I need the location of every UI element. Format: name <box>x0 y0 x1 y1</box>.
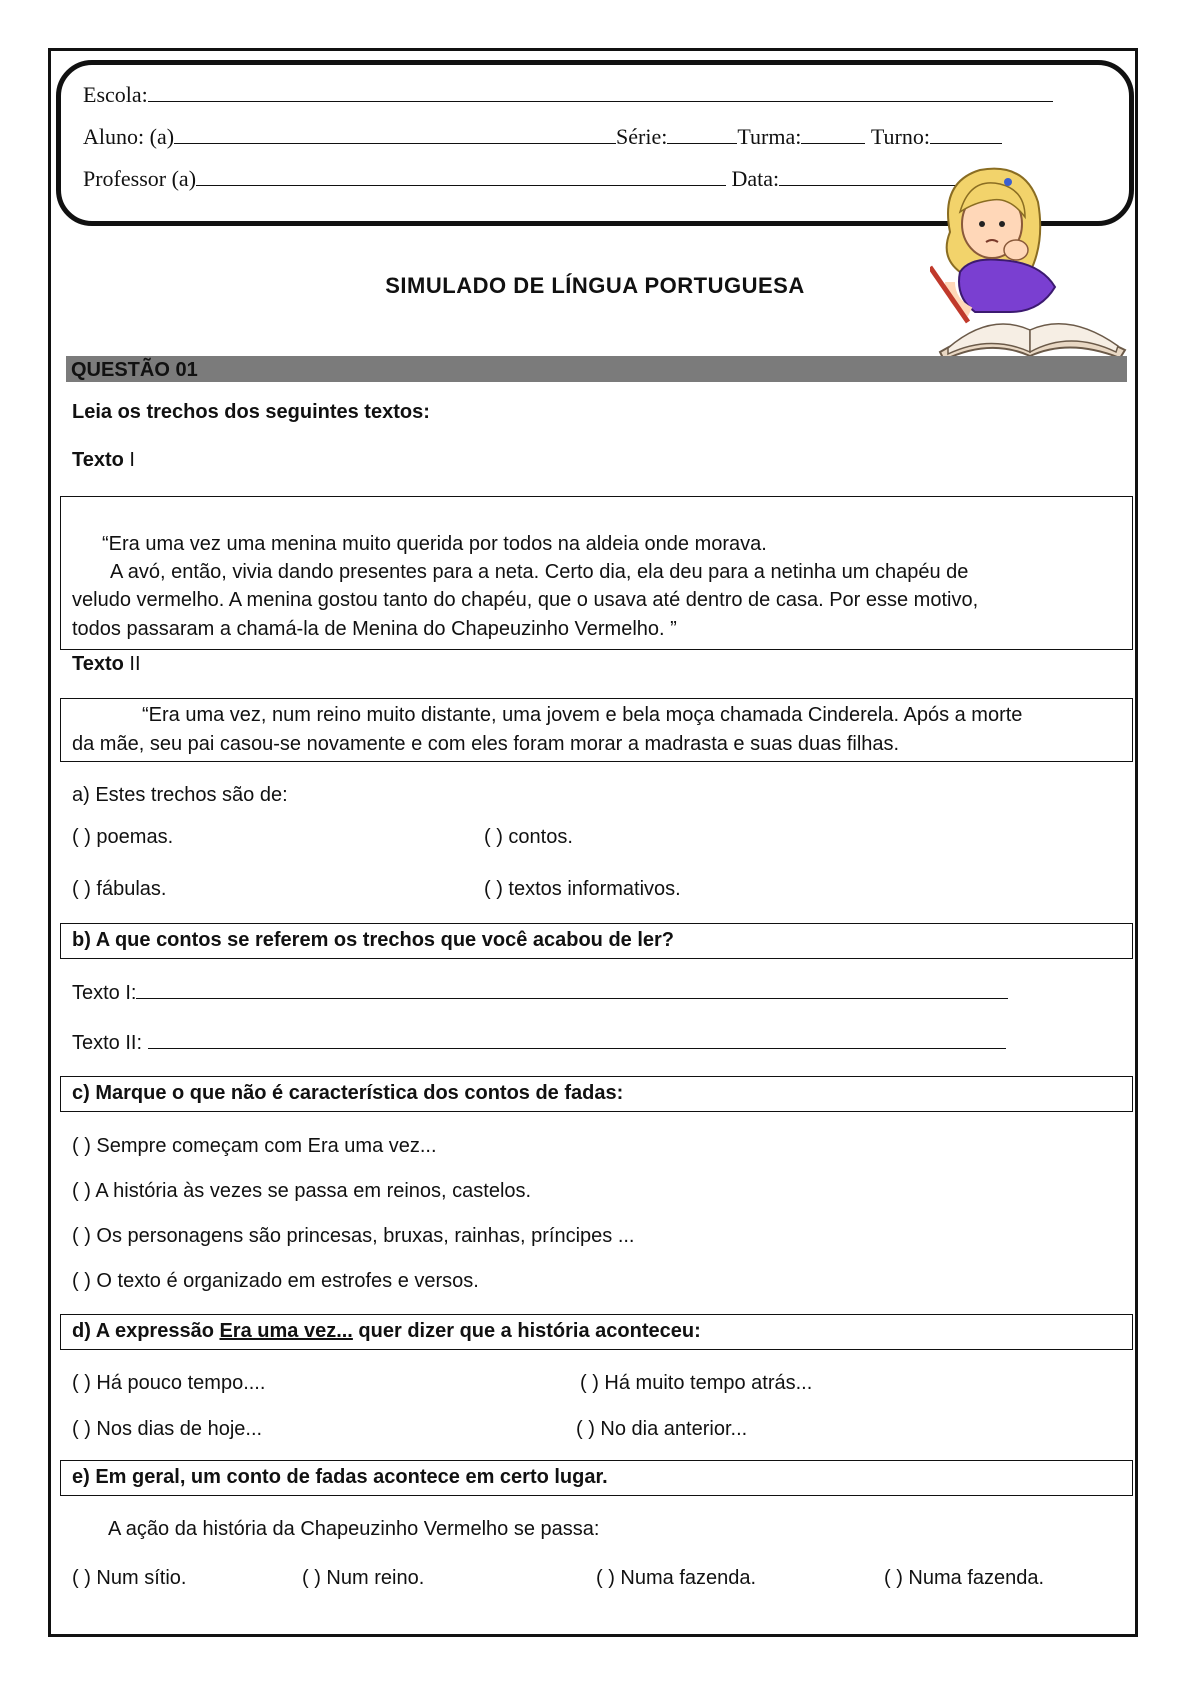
class-field[interactable] <box>801 125 865 144</box>
page-title: SIMULADO DE LÍNGUA PORTUGUESA <box>385 273 805 298</box>
item-d-prompt-underline: Era uma vez... <box>219 1320 353 1342</box>
item-b-text2-label: Texto II: <box>72 1032 143 1054</box>
school-label: Escola: <box>83 82 148 107</box>
item-e-option[interactable]: ( ) Numa fazenda. <box>884 1567 1045 1589</box>
shift-field[interactable] <box>930 125 1002 144</box>
item-c-option[interactable]: ( ) Os personagens são princesas, bruxas, rainhas, príncipes ... <box>72 1225 635 1247</box>
teacher-label: Professor (a) <box>83 166 197 191</box>
item-e-prompt: e) Em geral, um conto de fadas acontece em certo lugar. <box>72 1466 608 1488</box>
text1-line: A avó, então, vivia dando presentes para a neta. Certo dia, ela deu para a netinha um chapéu de <box>110 561 969 583</box>
item-d-prompt-end: quer dizer que a história aconteceu: <box>352 1320 701 1342</box>
school-field[interactable] <box>148 83 1053 102</box>
item-b-text2-row <box>72 1030 1006 1055</box>
student-row <box>83 124 1002 150</box>
text1-heading <box>72 448 135 472</box>
teacher-row <box>83 166 979 192</box>
item-b-prompt: b) A que contos se referem os trechos que você acabou de ler? <box>72 929 675 951</box>
shift-label: Turno: <box>870 124 930 149</box>
item-c-option[interactable]: ( ) Sempre começam com Era uma vez... <box>72 1135 437 1157</box>
item-b-text2-answer[interactable] <box>148 1030 1006 1049</box>
item-e-option[interactable]: ( ) Num sítio. <box>72 1567 187 1589</box>
class-label: Turma: <box>737 124 802 149</box>
text1-line: “Era uma vez uma menina muito querida por todos na aldeia onde morava. <box>102 533 767 555</box>
item-a-option-fabulas[interactable]: ( ) fábulas. <box>72 878 167 900</box>
item-c-prompt: c) Marque o que não é característica dos contos de fadas: <box>72 1082 624 1104</box>
item-d-option[interactable]: ( ) Nos dias de hoje... <box>72 1418 263 1440</box>
item-e-sub: A ação da história da Chapeuzinho Vermelho se passa: <box>108 1518 600 1540</box>
date-label: Data: <box>731 166 780 191</box>
text2-line: da mãe, seu pai casou-se novamente e com eles foram morar a madrasta e suas duas filhas. <box>72 733 900 755</box>
grade-field[interactable] <box>667 125 737 144</box>
text1-numeral: I <box>129 449 135 471</box>
item-e-option[interactable]: ( ) Num reino. <box>302 1567 425 1589</box>
item-a-option-poemas[interactable]: ( ) poemas. <box>72 826 174 848</box>
school-row <box>83 82 1053 108</box>
item-b-text1-row <box>72 980 1008 1005</box>
item-d-option[interactable]: ( ) No dia anterior... <box>576 1418 748 1440</box>
item-a-prompt: a) Estes trechos são de: <box>72 784 288 806</box>
item-d-option[interactable]: ( ) Há muito tempo atrás... <box>580 1372 813 1394</box>
text2-numeral: II <box>129 653 141 675</box>
item-c-option[interactable]: ( ) A história às vezes se passa em reinos, castelos. <box>72 1180 532 1202</box>
text2-line: “Era uma vez, num reino muito distante, uma jovem e bela moça chamada Cinderela. Após a morte <box>142 704 1023 726</box>
item-e-option[interactable]: ( ) Numa fazenda. <box>596 1567 757 1589</box>
text1-line: veludo vermelho. A menina gostou tanto do chapéu, que o usava até dentro de casa. Por esse motivo, <box>72 589 979 611</box>
text2-label: Texto <box>72 653 124 675</box>
item-b-text1-label: Texto I: <box>72 982 137 1004</box>
student-field[interactable] <box>174 125 616 144</box>
text1-line: todos passaram a chamá-la de Menina do Chapeuzinho Vermelho. ” <box>72 618 677 640</box>
teacher-field[interactable] <box>196 167 726 186</box>
grade-label: Série: <box>616 124 668 149</box>
question-label-bar: QUESTÃO 01 <box>66 356 1127 382</box>
item-d-prompt-start: d) A expressão <box>72 1320 220 1342</box>
text2-heading <box>72 652 141 676</box>
item-d-option[interactable]: ( ) Há pouco tempo.... <box>72 1372 266 1394</box>
girl-writing-illustration <box>930 162 1130 362</box>
item-d-prompt <box>72 1319 701 1343</box>
item-c-option[interactable]: ( ) O texto é organizado em estrofes e versos. <box>72 1270 479 1292</box>
student-label: Aluno: (a) <box>83 124 175 149</box>
item-a-option-informativos[interactable]: ( ) textos informativos. <box>484 878 681 900</box>
item-b-text1-answer[interactable] <box>136 980 1008 999</box>
question-intro: Leia os trechos dos seguintes textos: <box>72 401 430 423</box>
text1-label: Texto <box>72 449 124 471</box>
item-a-option-contos[interactable]: ( ) contos. <box>484 826 573 848</box>
